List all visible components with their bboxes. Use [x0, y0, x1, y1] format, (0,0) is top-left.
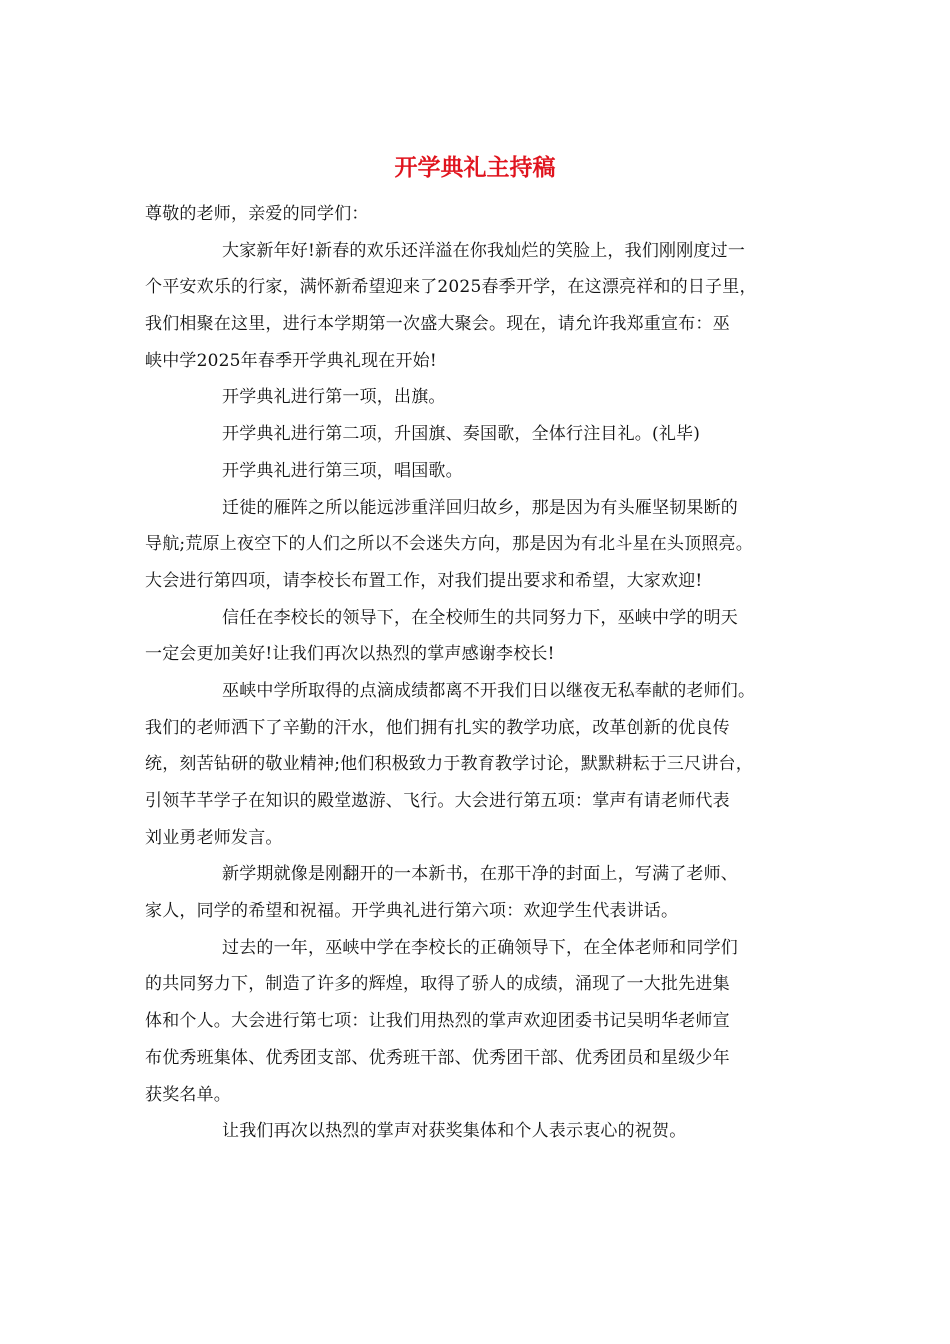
- document-title: 开学典礼主持稿: [394, 154, 556, 181]
- text-line: 迁徙的雁阵之所以能远涉重洋回归故乡，那是因为有头雁坚韧果断的: [222, 497, 738, 518]
- text-line: 开学典礼进行第二项，升国旗、奏国歌，全体行注目礼。(礼毕): [222, 424, 701, 445]
- text-line: 的共同努力下，制造了许多的辉煌，取得了骄人的成绩，涌现了一大批先进集: [145, 974, 730, 995]
- text-line: 家人，同学的希望和祝福。开学典礼进行第六项：欢迎学生代表讲话。: [145, 901, 679, 922]
- text-line: 让我们再次以热烈的掌声对获奖集体和个人表示衷心的祝贺。: [222, 1121, 687, 1142]
- text-line: 大会进行第四项，请李校长布置工作，对我们提出要求和希望，大家欢迎!: [145, 570, 703, 591]
- text-line: 过去的一年，巫峡中学在李校长的正确领导下，在全体老师和同学们: [222, 937, 738, 958]
- text-line: 尊敬的老师，亲爱的同学们：: [145, 204, 369, 224]
- text-line: 我们相聚在这里，进行本学期第一次盛大聚会。现在，请允许我郑重宣布：巫: [145, 314, 730, 335]
- text-line: 引领芊芊学子在知识的殿堂遨游、飞行。大会进行第五项：掌声有请老师代表: [145, 791, 730, 811]
- document-body: [145, 196, 825, 1150]
- text-line: 大家新年好!新春的欢乐还洋溢在你我灿烂的笑脸上，我们刚刚度过一: [222, 240, 746, 261]
- text-line: 开学典礼进行第三项，唱国歌。: [222, 460, 463, 481]
- text-line: 获奖名单。: [145, 1084, 231, 1105]
- text-line: 巫峡中学所取得的点滴成绩都离不开我们日以继夜无私奉献的老师们。: [222, 680, 756, 701]
- text-line: 一定会更加美好!让我们再次以热烈的掌声感谢李校长!: [145, 644, 555, 665]
- text-line: 导航;荒原上夜空下的人们之所以不会迷失方向，那是因为有北斗星在头顶照亮。: [145, 534, 753, 555]
- text-line: 新学期就像是刚翻开的一本新书，在那干净的封面上，写满了老师、: [222, 864, 738, 885]
- text-line: 统，刻苦钻研的敬业精神;他们积极致力于教育教学讨论，默默耕耘于三尺讲台，: [145, 754, 753, 775]
- text-line: 峡中学2025年春季开学典礼现在开始!: [145, 350, 437, 371]
- text-line: 布优秀班集体、优秀团支部、优秀班干部、优秀团干部、优秀团员和星级少年: [145, 1047, 730, 1068]
- text-line: 体和个人。大会进行第七项：让我们用热烈的掌声欢迎团委书记吴明华老师宣: [145, 1011, 730, 1032]
- text-line: 个平安欢乐的行家，满怀新希望迎来了2025春季开学，在这漂亮祥和的日子里，: [145, 277, 757, 298]
- text-line: 开学典礼进行第一项，出旗。: [222, 387, 446, 408]
- text-line: 我们的老师洒下了辛勤的汗水，他们拥有扎实的教学功底，改革创新的优良传: [145, 717, 730, 738]
- text-line: 刘业勇老师发言。: [145, 827, 283, 848]
- text-line: 信任在李校长的领导下，在全校师生的共同努力下，巫峡中学的明天: [222, 607, 738, 628]
